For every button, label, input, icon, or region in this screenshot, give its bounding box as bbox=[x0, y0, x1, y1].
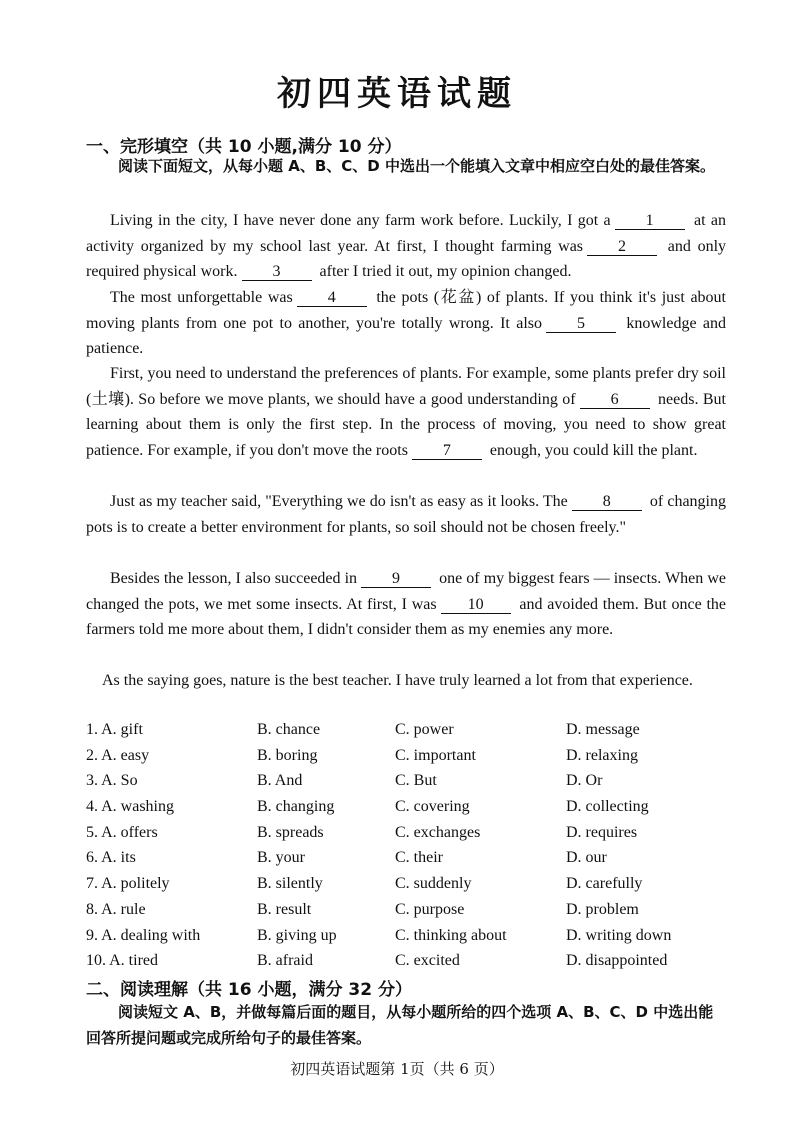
option-d[interactable]: D. writing down bbox=[566, 926, 672, 944]
question-options-row bbox=[86, 798, 726, 824]
option-b[interactable]: B. your bbox=[257, 849, 305, 867]
option-a[interactable]: 7. A. politely bbox=[86, 875, 170, 893]
option-a[interactable]: 8. A. rule bbox=[86, 900, 146, 918]
option-b[interactable]: B. giving up bbox=[257, 926, 337, 944]
passage-paragraph-1 bbox=[86, 208, 726, 285]
question-options-row bbox=[86, 849, 726, 875]
passage-paragraph-4 bbox=[86, 489, 726, 540]
option-d[interactable]: D. message bbox=[566, 721, 640, 738]
passage-text: Just as my teacher said, "Everything we do isn't as easy as it looks. The bbox=[110, 493, 568, 510]
question-options-row bbox=[86, 721, 726, 747]
blank-1: 1 bbox=[615, 212, 685, 230]
question-options-row bbox=[86, 747, 726, 773]
blank-8: 8 bbox=[572, 493, 642, 511]
option-b[interactable]: B. changing bbox=[257, 798, 335, 816]
option-c[interactable]: C. thinking about bbox=[395, 926, 507, 944]
option-a[interactable]: 2. A. easy bbox=[86, 746, 150, 764]
option-b[interactable]: B. spreads bbox=[257, 823, 324, 841]
blank-2: 2 bbox=[587, 238, 657, 256]
blank-6: 6 bbox=[580, 391, 650, 409]
option-b[interactable]: B. result bbox=[257, 900, 312, 918]
option-a[interactable]: 4. A. washing bbox=[86, 798, 174, 816]
passage-text: of changing pots is to create a better environment for plants, so soil should not be chosen freely." bbox=[86, 493, 726, 536]
passage-text: First, you need to understand the preferences of plants. For example, some plants prefer dry soil (土壤). So before we move plants, we should have a good understanding of bbox=[86, 365, 726, 408]
question-options-row bbox=[86, 772, 726, 798]
option-c[interactable]: C. covering bbox=[395, 798, 470, 816]
section2-heading: 二、阅读理解（共 16 小题，满分 32 分） bbox=[86, 980, 412, 1000]
question-options-row bbox=[86, 927, 726, 953]
option-d[interactable]: D. Or bbox=[566, 772, 603, 790]
passage-text: at an activity organized by my school last year. At first, I thought farming was bbox=[86, 212, 727, 255]
option-d[interactable]: D. carefully bbox=[566, 875, 643, 893]
blank-9: 9 bbox=[361, 570, 431, 588]
passage-text: after I tried it out, my opinion changed. bbox=[319, 263, 572, 281]
passage-paragraph-5 bbox=[86, 566, 726, 643]
passage-text: and avoided them. But once the farmers told me more about them, I didn't consider them as my enemies any more. bbox=[86, 595, 727, 639]
blank-10: 10 bbox=[441, 596, 511, 614]
blank-5: 5 bbox=[546, 315, 616, 333]
passage-text: enough, you could kill the plant. bbox=[489, 441, 698, 459]
page-title: 初四英语试题 bbox=[277, 74, 517, 114]
option-d[interactable]: D. collecting bbox=[566, 798, 649, 816]
option-d[interactable]: D. our bbox=[566, 849, 607, 867]
passage-text: and only required physical work. bbox=[86, 237, 727, 281]
option-d[interactable]: D. requires bbox=[566, 823, 638, 841]
question-options-row bbox=[86, 824, 726, 850]
option-c[interactable]: C. important bbox=[395, 746, 476, 764]
option-a[interactable]: 9. A. dealing with bbox=[86, 926, 201, 944]
passage-text: The most unforgettable was bbox=[110, 289, 293, 306]
option-d[interactable]: D. problem bbox=[566, 900, 639, 918]
option-a[interactable]: 1. A. gift bbox=[86, 721, 143, 738]
passage-text: knowledge and patience. bbox=[86, 314, 727, 358]
passage-paragraph-6: As the saying goes, nature is the best teacher. I have truly learned a lot from that experience. bbox=[102, 672, 693, 689]
section2-instruction: 阅读短文 A、B，并做每篇后面的题目，从每小题所给的四个选项 A、B、C、D 中选出能回答所提问题或完成所给句子的最佳答案。 bbox=[86, 1003, 714, 1047]
option-b[interactable]: B. chance bbox=[257, 721, 321, 738]
question-options-row bbox=[86, 875, 726, 901]
option-d[interactable]: D. relaxing bbox=[566, 746, 638, 764]
option-a[interactable]: 6. A. its bbox=[86, 849, 136, 867]
passage-paragraph-2 bbox=[86, 285, 726, 362]
answer-options bbox=[86, 721, 726, 978]
passage-text: one of my biggest fears — insects. When we changed the pots, we met some insects. At first, I was bbox=[86, 570, 727, 613]
blank-7: 7 bbox=[412, 442, 482, 460]
option-c[interactable]: C. But bbox=[395, 772, 437, 790]
passage-text: needs. But learning about them is only the first step. In the process of moving, you need to show great patience. For example, if you don't move the roots bbox=[86, 390, 727, 459]
section1-instruction: 阅读下面短文，从每小题 A、B、C、D 中选出一个能填入文章中相应空白处的最佳答案。 bbox=[118, 157, 715, 175]
option-c[interactable]: C. purpose bbox=[395, 900, 465, 918]
passage-text: Besides the lesson, I also succeeded in bbox=[110, 570, 358, 587]
page-footer: 初四英语试题第 1页（共 6 页） bbox=[290, 1060, 504, 1078]
option-c[interactable]: C. suddenly bbox=[395, 875, 472, 893]
section1-heading: 一、完形填空（共 10 小题,满分 10 分） bbox=[86, 137, 402, 157]
option-a[interactable]: 10. A. tired bbox=[86, 952, 158, 970]
option-b[interactable]: B. silently bbox=[257, 875, 323, 893]
blank-3: 3 bbox=[242, 263, 312, 281]
blank-4: 4 bbox=[297, 289, 367, 307]
option-b[interactable]: B. boring bbox=[257, 746, 318, 764]
passage-text: Living in the city, I have never done any farm work before. Luckily, I got a bbox=[110, 212, 611, 229]
option-a[interactable]: 3. A. So bbox=[86, 772, 138, 790]
option-a[interactable]: 5. A. offers bbox=[86, 823, 158, 841]
option-c[interactable]: C. their bbox=[395, 849, 443, 867]
option-c[interactable]: C. excited bbox=[395, 952, 460, 970]
option-b[interactable]: B. afraid bbox=[257, 952, 313, 970]
option-c[interactable]: C. power bbox=[395, 721, 454, 738]
passage-text: the pots (花盆) of plants. If you think it's just about moving plants from one pot to another, you're totally wrong. It also bbox=[86, 289, 726, 332]
option-b[interactable]: B. And bbox=[257, 772, 303, 790]
question-options-row bbox=[86, 901, 726, 927]
option-d[interactable]: D. disappointed bbox=[566, 952, 668, 970]
option-c[interactable]: C. exchanges bbox=[395, 823, 481, 841]
passage-paragraph-3 bbox=[86, 361, 726, 463]
